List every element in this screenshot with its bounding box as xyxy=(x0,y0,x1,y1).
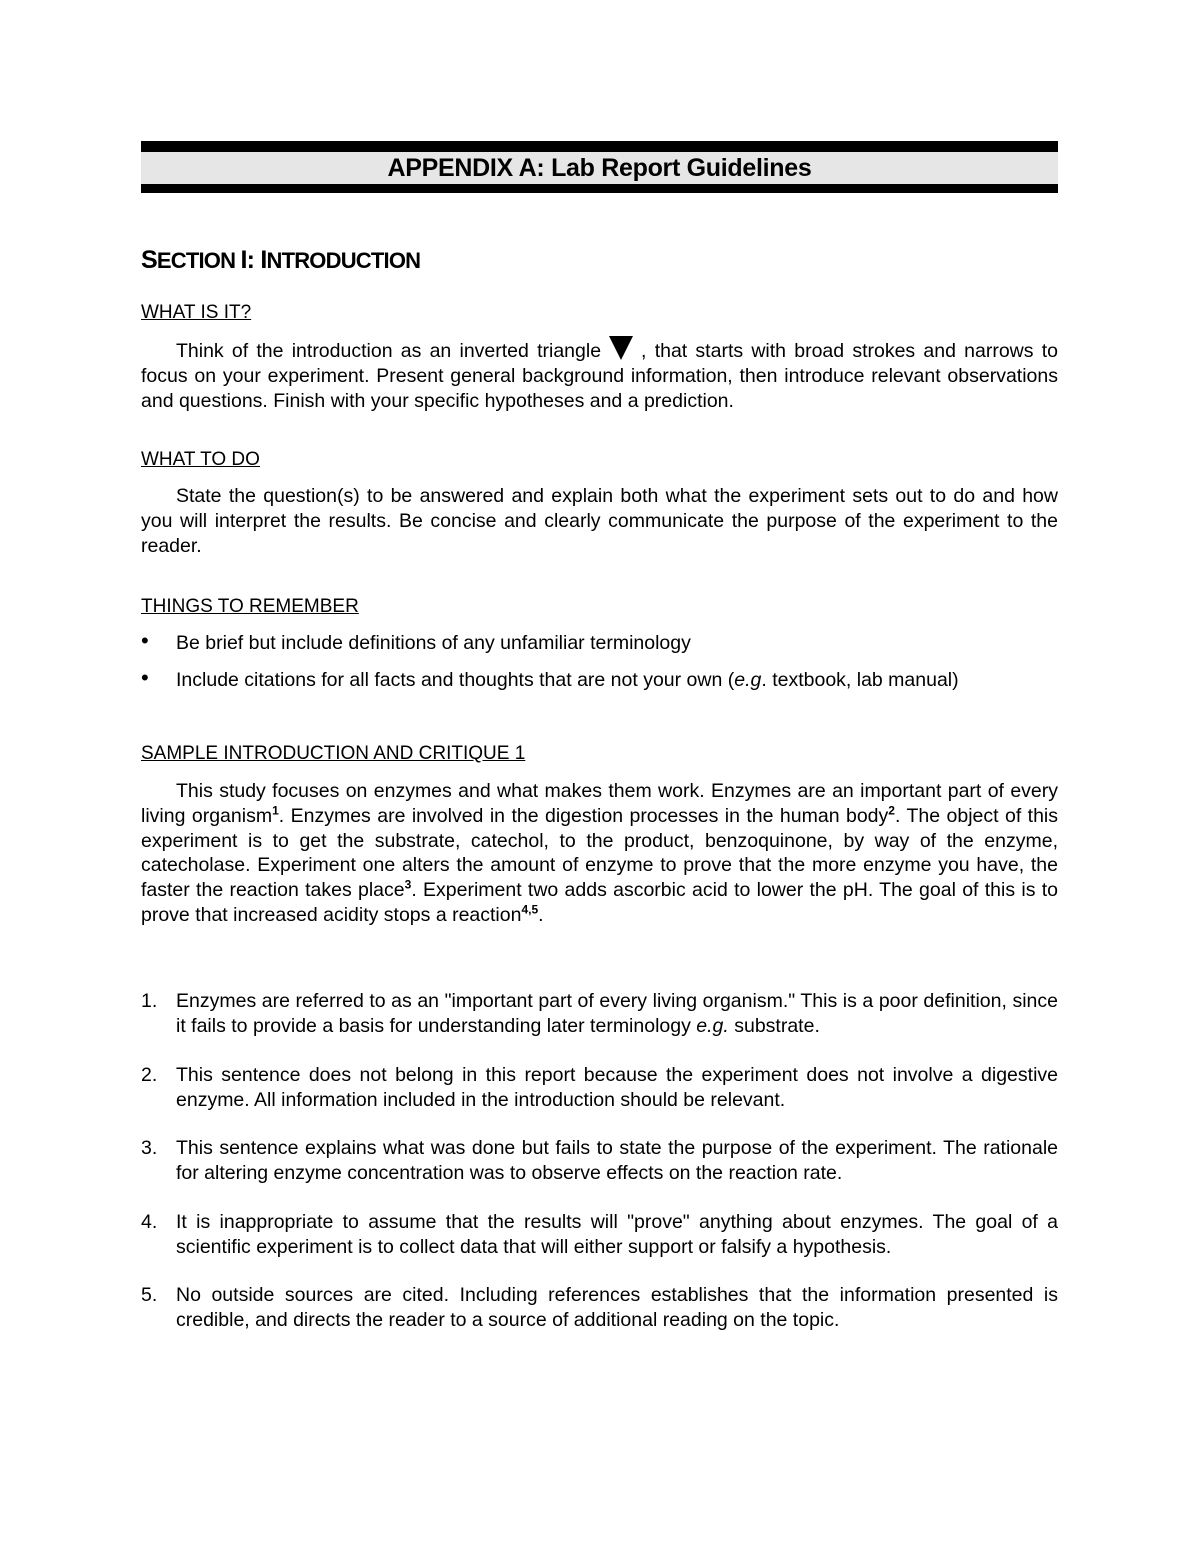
critique-item xyxy=(141,989,1058,1039)
critique-text: This sentence does not belong in this report because the experiment does not involve a digestive enzyme. All information included in the introduction should be relevant. xyxy=(176,1064,1058,1111)
section-heading-s: S xyxy=(141,246,157,274)
bullet-text-italic: e.g xyxy=(734,669,762,691)
critique-text: No outside sources are cited. Including references establishes that the information presented is credible, and directs the reader to a source of additional reading on the topic. xyxy=(176,1284,1058,1331)
inverted-triangle-icon xyxy=(609,336,633,360)
bullet-text-part: Include citations for all facts and thoughts that are not your own ( xyxy=(176,669,735,691)
critique-text: It is inappropriate to assume that the results will "prove" anything about enzymes. The goal of a scientific experiment is to collect data that will either support or falsify a hypothesis. xyxy=(176,1211,1058,1258)
section-heading xyxy=(141,246,1058,275)
sample-text: . Experiment two adds ascorbic acid to lower the pH. The goal of this is to prove that increased acidity stops a reaction xyxy=(141,879,1059,926)
what-to-do-paragraph xyxy=(141,484,1058,558)
sample-text: This study focuses on enzymes and what makes them work. Enzymes are an important part of every living organism xyxy=(141,780,1058,827)
critique-item xyxy=(141,1210,1058,1260)
sample-text: . The object of this experiment is to get the substrate, catechol, to the product, benzoquinone, by way of the enzyme, catecholase. Experiment one alters the amount of enzyme to prove that the more enzyme you have, the faster the reaction takes place xyxy=(141,804,1059,902)
bullet-icon: • xyxy=(141,665,149,690)
critique-item xyxy=(141,1283,1058,1333)
critique-text xyxy=(176,989,1058,1039)
footnote-ref: 3 xyxy=(404,877,412,892)
section-heading-ection: ECTION xyxy=(156,248,241,273)
critique-number: 5. xyxy=(141,1284,158,1306)
what-is-it-text-1: Think of the introduction as an inverted triangle xyxy=(176,340,602,362)
list-item xyxy=(141,628,1058,655)
bullet-text-part: . textbook, lab manual) xyxy=(761,669,959,691)
things-to-remember-heading: THINGS TO REMEMBER xyxy=(141,596,359,617)
critique-number: 4. xyxy=(141,1211,158,1233)
sample-heading: SAMPLE INTRODUCTION AND CRITIQUE 1 xyxy=(141,743,526,764)
section-heading-number: I: xyxy=(240,246,261,274)
sample-paragraph xyxy=(141,779,1058,928)
critique-item xyxy=(141,1136,1058,1186)
what-is-it-text-2: , that starts with broad strokes and narrows to focus on your experiment. Present general background information, then introduce relevant observations and questions. Finish with your specific hypotheses and a prediction. xyxy=(141,340,1059,412)
critique-text-italic: e.g. xyxy=(696,1014,729,1037)
critique-number: 3. xyxy=(141,1137,158,1159)
what-is-it-heading: WHAT IS IT? xyxy=(141,302,252,323)
list-item xyxy=(141,665,1058,692)
bullet-text xyxy=(176,669,1058,692)
critique-text: This sentence explains what was done but fails to state the purpose of the experiment. The rationale for altering enzyme concentration was to observe effects on the reaction rate. xyxy=(176,1137,1058,1184)
bullet-icon: • xyxy=(141,628,149,653)
footnote-ref: 1 xyxy=(272,803,279,818)
title-band xyxy=(141,141,1058,193)
section-heading-ntroduction: NTRODUCTION xyxy=(266,248,421,273)
what-is-it-paragraph xyxy=(141,336,1058,413)
what-to-do-text: State the question(s) to be answered and explain both what the experiment sets out to do and how you will interpret the results. Be concise and clearly communicate the purpose of the experiment to the reader. xyxy=(141,485,1058,557)
bullet-text: Be brief but include definitions of any unfamiliar terminology xyxy=(176,632,691,654)
section-heading-i: I xyxy=(260,246,267,274)
footnote-ref: 4,5 xyxy=(521,902,539,917)
sample-text: . xyxy=(538,903,544,926)
footnote-ref: 2 xyxy=(888,803,895,818)
what-to-do-heading: WHAT TO DO xyxy=(141,449,260,470)
page-title: APPENDIX A: Lab Report Guidelines xyxy=(387,153,812,182)
sample-text: . Enzymes are involved in the digestion processes in the human body xyxy=(278,804,889,827)
critique-text-part: substrate. xyxy=(728,1014,820,1037)
critique-text-part: Enzymes are referred to as an "important part of every living organism." This is a poor definition, since it fails to provide a basis for understanding later terminology xyxy=(176,990,1058,1037)
critique-number: 2. xyxy=(141,1064,158,1086)
critique-number: 1. xyxy=(141,990,158,1012)
critique-item xyxy=(141,1063,1058,1113)
